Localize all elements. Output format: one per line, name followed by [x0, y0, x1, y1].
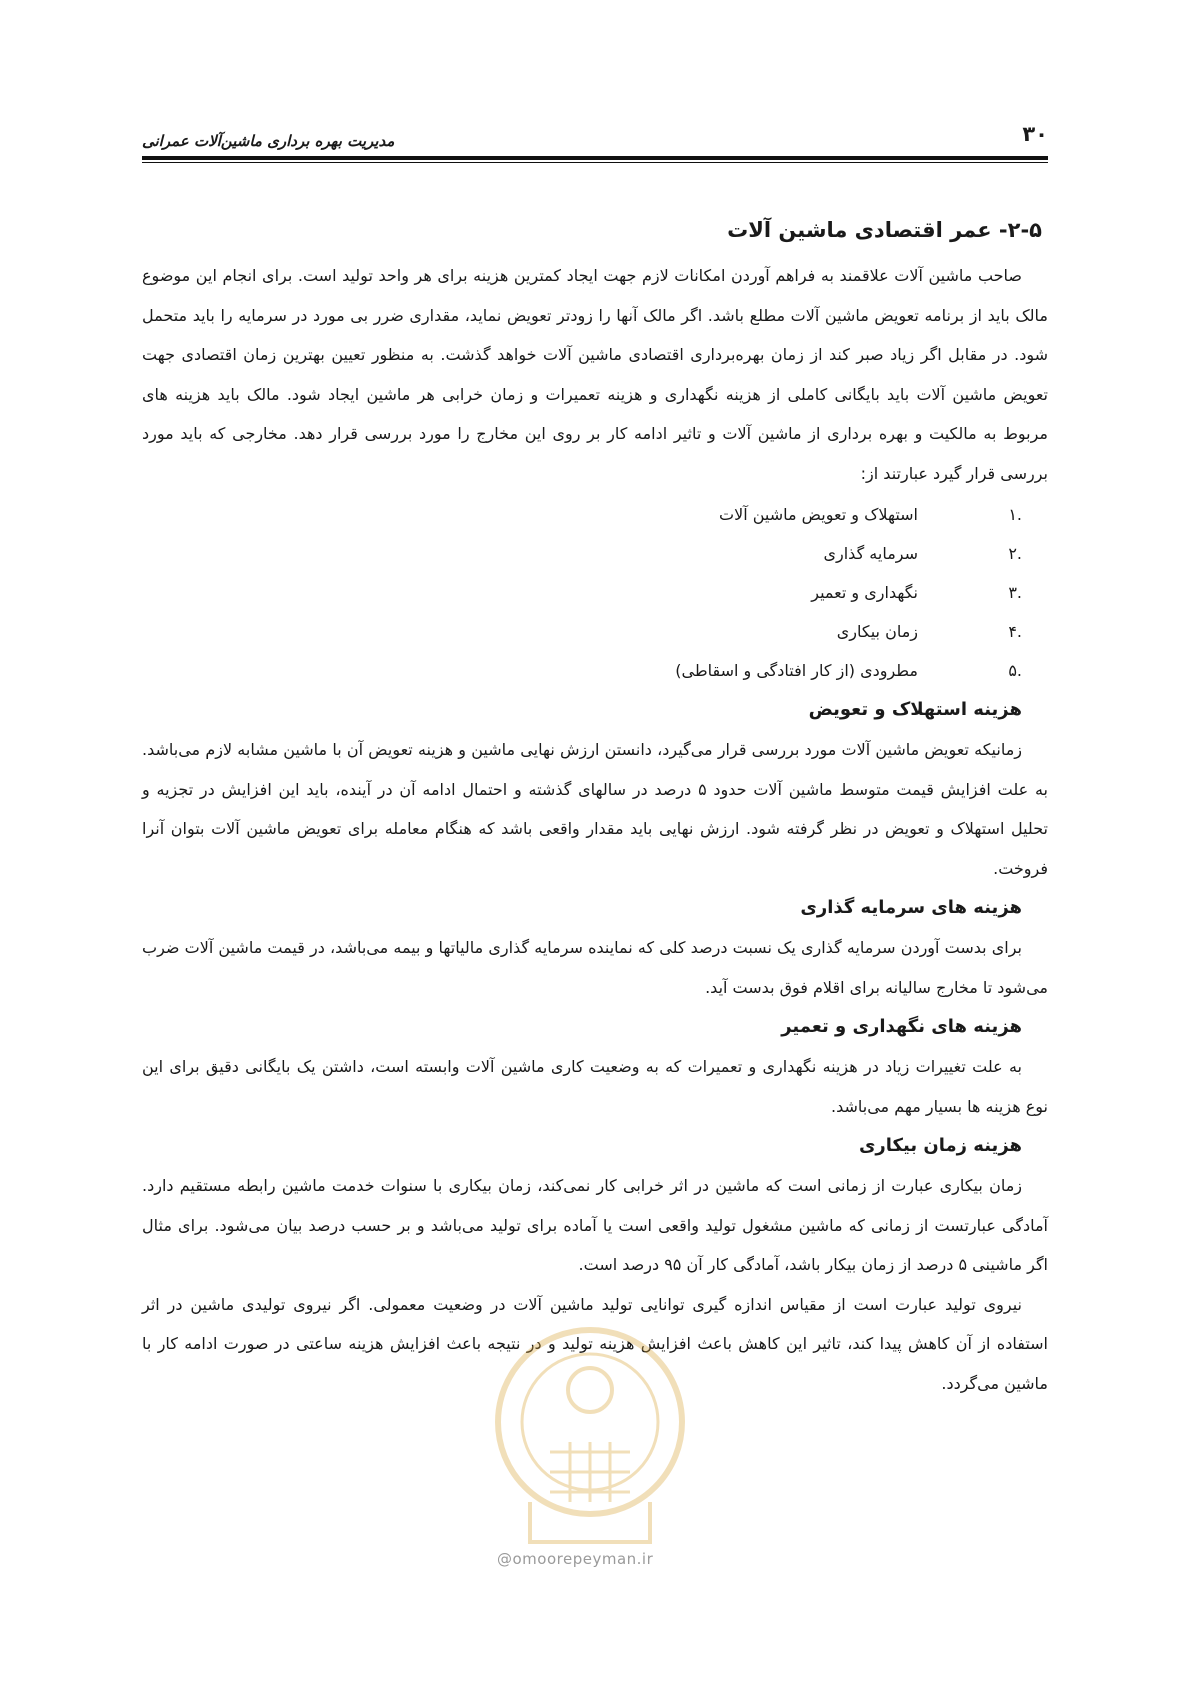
maintenance-paragraph: به علت تغییرات زیاد در هزینه نگهداری و تعمیرات که به وضعیت کاری ماشین آلات وابسته است، داشتن یک بایگانی دقیق برای این نوع هزینه ها بسیار مهم می‌باشد.	[142, 1057, 1048, 1116]
intro-paragraph: صاحب ماشین آلات علاقمند به فراهم آوردن امکانات لازم جهت ایجاد کمترین هزینه برای هر واحد تولید است. برای انجام این موضوع مالک باید از برنامه تعویض ماشین آلات مطلع باشد. اگر مالک آنها را زودتر تعویض نماید، مقداری ضرر بی مورد در سرمایه را باید متحمل شود. در مقابل اگر زیاد صبر کند از زمان بهره‌برداری اقتصادی ماشین آلات خواهد گذشت. به منظور تعیین بهترین زمان اقتصادی جهت تعویض ماشین آلات باید بایگانی کاملی از هزینه نگهداری و هزینه تعمیرات و زمان خرابی هر ماشین ایجاد شود. مالک باید هزینه های مربوط به مالکیت و بهره برداری از ماشین آلات و تاثیر ادامه کار بر روی این مخارج را مورد بررسی قرار دهد. مخارجی که باید مورد بررسی قرار گیرد عبارتند از:	[142, 266, 1048, 483]
watermark-text: @omoorepeyman.ir	[497, 1550, 654, 1568]
header-rule-thin	[142, 162, 1048, 163]
investment-paragraph: برای بدست آوردن سرمایه گذاری یک نسبت درصد کلی که نماینده سرمایه گذاری مالیاتها و بیمه می‌باشد، در قیمت ماشین آلات ضرب می‌شود تا مخارج سالیانه برای اقلام فوق بدست آید.	[142, 938, 1048, 997]
header-rule-thick	[142, 156, 1048, 160]
list-item-number: .۳	[1008, 583, 1022, 602]
list-item-number: .۴	[1008, 622, 1022, 641]
list-item-text: سرمایه گذاری	[823, 544, 918, 563]
downtime-paragraph: زمان بیکاری عبارت از زمانی است که ماشین در اثر خرابی کار نمی‌کند، زمان بیکاری با سنوات خدمت ماشین رابطه مستقیم دارد. آمادگی عبارتست از زمانی که ماشین مشغول تولید واقعی است یا آماده برای تولید می‌باشد و بر حسب درصد بیان می‌شود. برای مثال اگر ماشینی ۵ درصد از زمان بیکار باشد، آمادگی کار آن ۹۵ درصد است.	[142, 1176, 1048, 1274]
list-item-text: استهلاک و تعویض ماشین آلات	[719, 505, 918, 524]
depreciation-paragraph: زمانیکه تعویض ماشین آلات مورد بررسی قرار می‌گیرد، دانستن ارزش نهایی ماشین و هزینه تعویض آن با ماشین مشابه لازم می‌باشد. به علت افزایش قیمت متوسط ماشین آلات حدود ۵ درصد در سالهای گذشته و احتمال ادامه آن در آینده، باید این افزایش در تجزیه و تحلیل استهلاک و تعویض در نظر گرفته شود. ارزش نهایی باید مقدار واقعی باشد که هنگام معامله برای تعویض ماشین آلات بتوان آنرا فروخت.	[142, 740, 1048, 878]
list-item-text: مطرودی (از کار افتادگی و اسقاطی)	[675, 661, 918, 680]
page-header	[142, 118, 1048, 162]
list-item-text: نگهداری و تعمیر	[811, 583, 918, 602]
cost-list	[142, 495, 1048, 690]
list-item	[142, 651, 1048, 690]
page-number: ۳۰	[1022, 122, 1048, 146]
subsection-heading-downtime: هزینه زمان بیکاری	[858, 1135, 1022, 1156]
list-item-number: .۱	[1008, 505, 1022, 524]
subsection-heading-depreciation: هزینه استهلاک و تعویض	[808, 699, 1022, 720]
list-item-number: .۲	[1008, 544, 1022, 563]
section-heading: ۲-۵- عمر اقتصادی ماشین آلات	[727, 218, 1042, 242]
list-item	[142, 534, 1048, 573]
list-item	[142, 573, 1048, 612]
watermark-seal-icon	[480, 1272, 700, 1562]
running-title: مدیریت بهره برداری ماشین‌آلات عمرانی	[142, 132, 395, 150]
list-item-number: .۵	[1008, 661, 1022, 680]
page-content	[142, 210, 1048, 1403]
subsection-heading-investment: هزینه های سرمایه گذاری	[800, 897, 1022, 918]
list-item	[142, 495, 1048, 534]
production-capacity-paragraph: نیروی تولید عبارت است از مقیاس اندازه گیری توانایی تولید ماشین آلات در وضعیت معمولی. اگر نیروی تولیدی ماشین در اثر استفاده از آن کاهش پیدا کند، تاثیر این کاهش باعث افزایش هزینه تولید و در نتیجه باعث افزایش هزینه ساعتی در صورت ادامه کار با ماشین می‌گردد.	[142, 1294, 1048, 1393]
subsection-heading-maintenance: هزینه های نگهداری و تعمیر	[781, 1016, 1022, 1037]
list-item-text: زمان بیکاری	[836, 622, 918, 641]
list-item	[142, 612, 1048, 651]
